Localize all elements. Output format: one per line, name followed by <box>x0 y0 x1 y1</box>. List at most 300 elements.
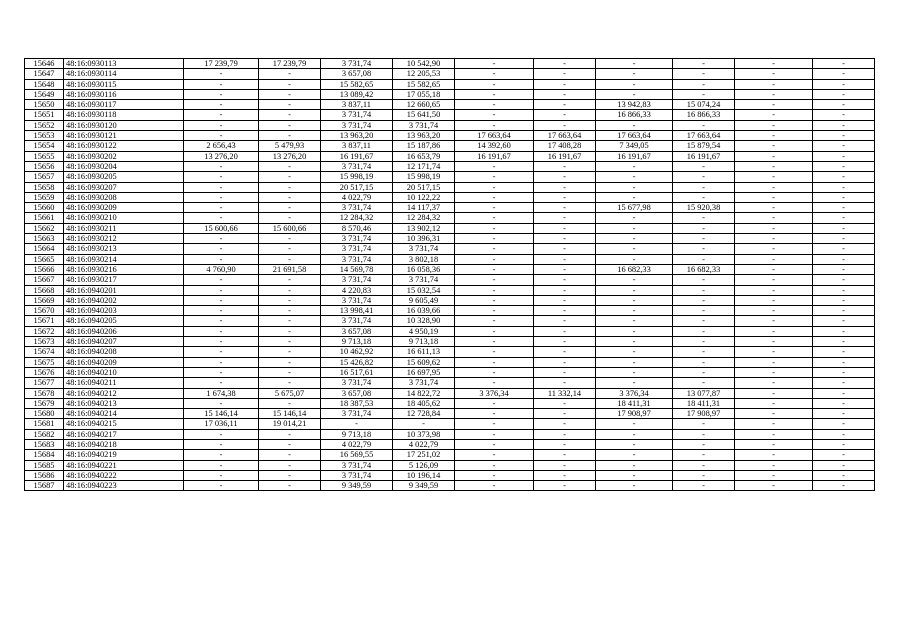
value-cell: - <box>455 161 534 171</box>
value-cell: - <box>735 429 813 439</box>
cadastral-number-cell: 48:16:0940215 <box>64 419 184 429</box>
value-cell: - <box>735 89 813 99</box>
value-cell: 15 998,19 <box>393 172 455 182</box>
value-cell: 16 191,67 <box>321 151 393 161</box>
value-cell: - <box>534 213 596 223</box>
value-cell: - <box>534 285 596 295</box>
value-cell: 13 942,83 <box>596 100 673 110</box>
cadastral-number-cell: 48:16:0940206 <box>64 326 184 336</box>
value-cell: - <box>259 347 321 357</box>
value-cell: - <box>259 203 321 213</box>
value-cell: - <box>735 388 813 398</box>
cadastral-number-cell: 48:16:0940205 <box>64 316 184 326</box>
table-row <box>25 89 875 99</box>
value-cell: - <box>259 481 321 491</box>
value-cell: - <box>455 439 534 449</box>
value-cell: 5 479,93 <box>259 141 321 151</box>
value-cell: - <box>534 254 596 264</box>
value-cell: - <box>673 460 735 470</box>
value-cell: - <box>184 326 259 336</box>
cadastral-number-cell: 48:16:0930120 <box>64 120 184 130</box>
value-cell: - <box>184 316 259 326</box>
value-cell: - <box>673 450 735 460</box>
value-cell: - <box>735 357 813 367</box>
cadastral-number-cell: 48:16:0930121 <box>64 131 184 141</box>
value-cell: - <box>184 213 259 223</box>
value-cell: - <box>735 192 813 202</box>
value-cell: - <box>813 141 875 151</box>
value-cell: 12 171,74 <box>393 161 455 171</box>
value-cell: - <box>813 460 875 470</box>
value-cell: 15 879,54 <box>673 141 735 151</box>
value-cell: - <box>259 337 321 347</box>
value-cell: 12 284,32 <box>321 213 393 223</box>
value-cell: - <box>735 161 813 171</box>
value-cell: - <box>735 131 813 141</box>
value-cell: - <box>259 295 321 305</box>
value-cell: - <box>673 234 735 244</box>
value-cell: - <box>534 357 596 367</box>
cadastral-number-cell: 48:16:0940221 <box>64 460 184 470</box>
row-number-cell: 15686 <box>25 470 64 480</box>
cadastral-number-cell: 48:16:0930212 <box>64 234 184 244</box>
value-cell: 4 022,79 <box>321 192 393 202</box>
value-cell: - <box>735 172 813 182</box>
value-cell: 8 570,46 <box>321 223 393 233</box>
value-cell: 3 731,74 <box>321 460 393 470</box>
table-row <box>25 337 875 347</box>
cadastral-number-cell: 48:16:0930204 <box>64 161 184 171</box>
value-cell: 20 517,15 <box>321 182 393 192</box>
value-cell: - <box>184 254 259 264</box>
value-cell: 16 569,55 <box>321 450 393 460</box>
value-cell: - <box>259 450 321 460</box>
table-row <box>25 378 875 388</box>
value-cell: - <box>534 419 596 429</box>
value-cell: 3 731,74 <box>321 203 393 213</box>
value-cell: - <box>393 419 455 429</box>
value-cell: 14 822,72 <box>393 388 455 398</box>
value-cell: - <box>673 172 735 182</box>
cadastral-number-cell: 48:16:0940210 <box>64 367 184 377</box>
value-cell: 15 426,82 <box>321 357 393 367</box>
value-cell: - <box>813 419 875 429</box>
value-cell: - <box>259 244 321 254</box>
value-cell: - <box>673 326 735 336</box>
value-cell: - <box>813 100 875 110</box>
value-cell: - <box>673 244 735 254</box>
table-row <box>25 439 875 449</box>
table-row <box>25 110 875 120</box>
value-cell: 1 674,38 <box>184 388 259 398</box>
value-cell: - <box>184 244 259 254</box>
cadastral-number-cell: 48:16:0940218 <box>64 439 184 449</box>
table-row <box>25 470 875 480</box>
value-cell: - <box>596 326 673 336</box>
value-cell: - <box>813 398 875 408</box>
value-cell: 17 408,28 <box>534 141 596 151</box>
row-number-cell: 15681 <box>25 419 64 429</box>
cadastral-number-cell: 48:16:0940203 <box>64 306 184 316</box>
value-cell: 3 731,74 <box>321 378 393 388</box>
table-row <box>25 285 875 295</box>
value-cell: - <box>813 59 875 69</box>
value-cell: - <box>455 203 534 213</box>
value-cell: 3 837,11 <box>321 141 393 151</box>
value-cell: - <box>596 244 673 254</box>
value-cell: 3 731,74 <box>321 254 393 264</box>
value-cell: - <box>813 470 875 480</box>
value-cell: 15 677,98 <box>596 203 673 213</box>
value-cell: - <box>534 326 596 336</box>
value-cell: 16 191,67 <box>534 151 596 161</box>
table-row <box>25 460 875 470</box>
value-cell: 13 902,12 <box>393 223 455 233</box>
table-row <box>25 131 875 141</box>
value-cell: - <box>534 347 596 357</box>
value-cell: - <box>184 275 259 285</box>
value-cell: 3 731,74 <box>321 234 393 244</box>
value-cell: - <box>455 460 534 470</box>
value-cell: - <box>673 120 735 130</box>
value-cell: 3 731,74 <box>321 409 393 419</box>
value-cell: - <box>596 439 673 449</box>
row-number-cell: 15669 <box>25 295 64 305</box>
value-cell: 12 660,65 <box>393 100 455 110</box>
cadastral-number-cell: 48:16:0930202 <box>64 151 184 161</box>
value-cell: - <box>455 172 534 182</box>
value-cell: - <box>321 419 393 429</box>
value-cell: 15 146,14 <box>184 409 259 419</box>
value-cell: - <box>813 388 875 398</box>
value-cell: - <box>184 79 259 89</box>
value-cell: - <box>813 213 875 223</box>
value-cell: - <box>735 409 813 419</box>
table-row <box>25 69 875 79</box>
table-row <box>25 151 875 161</box>
row-number-cell: 15662 <box>25 223 64 233</box>
value-cell: 9 349,59 <box>321 481 393 491</box>
value-cell: - <box>596 419 673 429</box>
value-cell: - <box>455 378 534 388</box>
value-cell: 17 663,64 <box>455 131 534 141</box>
value-cell: - <box>184 192 259 202</box>
value-cell: - <box>735 450 813 460</box>
row-number-cell: 15661 <box>25 213 64 223</box>
value-cell: 9 713,18 <box>321 337 393 347</box>
table-row <box>25 244 875 254</box>
value-cell: - <box>596 213 673 223</box>
value-cell: - <box>813 151 875 161</box>
value-cell: - <box>596 254 673 264</box>
value-cell: 17 239,79 <box>259 59 321 69</box>
value-cell: - <box>596 79 673 89</box>
value-cell: - <box>455 89 534 99</box>
value-cell: - <box>184 398 259 408</box>
row-number-cell: 15648 <box>25 79 64 89</box>
row-number-cell: 15674 <box>25 347 64 357</box>
value-cell: 10 196,14 <box>393 470 455 480</box>
value-cell: - <box>259 182 321 192</box>
value-cell: - <box>259 172 321 182</box>
value-cell: 10 328,90 <box>393 316 455 326</box>
value-cell: - <box>596 429 673 439</box>
value-cell: 4 022,79 <box>393 439 455 449</box>
value-cell: - <box>813 429 875 439</box>
cadastral-number-cell: 48:16:0930217 <box>64 275 184 285</box>
value-cell: 18 387,53 <box>321 398 393 408</box>
row-number-cell: 15668 <box>25 285 64 295</box>
value-cell: - <box>735 141 813 151</box>
value-cell: - <box>673 306 735 316</box>
value-cell: - <box>813 254 875 264</box>
value-cell: - <box>259 275 321 285</box>
value-cell: - <box>534 234 596 244</box>
value-cell: 13 077,87 <box>673 388 735 398</box>
row-number-cell: 15678 <box>25 388 64 398</box>
value-cell: 21 691,58 <box>259 264 321 274</box>
value-cell: 13 089,42 <box>321 89 393 99</box>
value-cell: - <box>735 481 813 491</box>
table-row <box>25 357 875 367</box>
value-cell: - <box>184 203 259 213</box>
value-cell: - <box>735 306 813 316</box>
value-cell: - <box>735 100 813 110</box>
cadastral-number-cell: 48:16:0930216 <box>64 264 184 274</box>
value-cell: - <box>735 264 813 274</box>
value-cell: - <box>735 182 813 192</box>
value-cell: 14 392,60 <box>455 141 534 151</box>
value-cell: - <box>596 69 673 79</box>
value-cell: - <box>673 439 735 449</box>
value-cell: - <box>534 244 596 254</box>
value-cell: - <box>455 120 534 130</box>
value-cell: - <box>184 347 259 357</box>
value-cell: 15 187,86 <box>393 141 455 151</box>
value-cell: - <box>813 120 875 130</box>
cadastral-number-cell: 48:16:0930113 <box>64 59 184 69</box>
table-row <box>25 59 875 69</box>
value-cell: - <box>596 306 673 316</box>
value-cell: 17 663,64 <box>534 131 596 141</box>
value-cell: - <box>455 100 534 110</box>
value-cell: - <box>455 306 534 316</box>
value-cell: 17 663,64 <box>596 131 673 141</box>
value-cell: - <box>259 429 321 439</box>
value-cell: - <box>455 69 534 79</box>
row-number-cell: 15664 <box>25 244 64 254</box>
value-cell: 18 405,62 <box>393 398 455 408</box>
value-cell: - <box>259 398 321 408</box>
value-cell: - <box>596 337 673 347</box>
value-cell: - <box>184 450 259 460</box>
value-cell: - <box>673 182 735 192</box>
value-cell: - <box>813 192 875 202</box>
value-cell: - <box>813 316 875 326</box>
row-number-cell: 15679 <box>25 398 64 408</box>
value-cell: - <box>813 481 875 491</box>
value-cell: 10 122,22 <box>393 192 455 202</box>
table-row <box>25 429 875 439</box>
value-cell: 9 713,18 <box>321 429 393 439</box>
value-cell: - <box>596 223 673 233</box>
value-cell: - <box>813 223 875 233</box>
cadastral-number-cell: 48:16:0930205 <box>64 172 184 182</box>
value-cell: - <box>455 337 534 347</box>
cadastral-number-cell: 48:16:0940211 <box>64 378 184 388</box>
table-row <box>25 306 875 316</box>
value-cell: - <box>534 460 596 470</box>
value-cell: - <box>534 275 596 285</box>
cadastral-number-cell: 48:16:0940214 <box>64 409 184 419</box>
value-cell: - <box>534 316 596 326</box>
value-cell: - <box>673 79 735 89</box>
value-cell: 3 731,74 <box>393 275 455 285</box>
value-cell: - <box>813 378 875 388</box>
table-row <box>25 120 875 130</box>
value-cell: - <box>534 450 596 460</box>
value-cell: - <box>184 172 259 182</box>
value-cell: 9 713,18 <box>393 337 455 347</box>
table-row <box>25 254 875 264</box>
value-cell: 19 014,21 <box>259 419 321 429</box>
value-cell: - <box>596 295 673 305</box>
value-cell: - <box>596 234 673 244</box>
value-cell: 2 656,43 <box>184 141 259 151</box>
value-cell: - <box>184 470 259 480</box>
value-cell: - <box>534 203 596 213</box>
value-cell: - <box>596 357 673 367</box>
value-cell: - <box>813 182 875 192</box>
cadastral-number-cell: 48:16:0940213 <box>64 398 184 408</box>
value-cell: - <box>534 69 596 79</box>
value-cell: 16 697,95 <box>393 367 455 377</box>
value-cell: - <box>455 398 534 408</box>
value-cell: 3 731,74 <box>321 316 393 326</box>
value-cell: 17 663,64 <box>673 131 735 141</box>
value-cell: 7 349,05 <box>596 141 673 151</box>
value-cell: - <box>534 398 596 408</box>
value-cell: - <box>813 337 875 347</box>
row-number-cell: 15682 <box>25 429 64 439</box>
value-cell: - <box>184 295 259 305</box>
value-cell: - <box>596 450 673 460</box>
value-cell: 3 731,74 <box>393 378 455 388</box>
table-body <box>25 59 875 491</box>
value-cell: - <box>455 316 534 326</box>
value-cell: - <box>813 172 875 182</box>
value-cell: - <box>735 295 813 305</box>
value-cell: 3 376,34 <box>455 388 534 398</box>
row-number-cell: 15663 <box>25 234 64 244</box>
value-cell: - <box>735 460 813 470</box>
value-cell: - <box>596 89 673 99</box>
value-cell: 16 191,67 <box>596 151 673 161</box>
value-cell: - <box>259 161 321 171</box>
cadastral-number-cell: 48:16:0940212 <box>64 388 184 398</box>
value-cell: - <box>259 100 321 110</box>
value-cell: - <box>813 89 875 99</box>
value-cell: - <box>813 69 875 79</box>
value-cell: - <box>735 347 813 357</box>
value-cell: - <box>534 110 596 120</box>
value-cell: - <box>813 450 875 460</box>
value-cell: 12 205,53 <box>393 69 455 79</box>
cadastral-number-cell: 48:16:0930208 <box>64 192 184 202</box>
value-cell: - <box>813 234 875 244</box>
value-cell: - <box>259 89 321 99</box>
value-cell: - <box>259 213 321 223</box>
value-cell: 16 866,33 <box>673 110 735 120</box>
value-cell: - <box>596 347 673 357</box>
cadastral-number-cell: 48:16:0940219 <box>64 450 184 460</box>
value-cell: 16 866,33 <box>596 110 673 120</box>
row-number-cell: 15680 <box>25 409 64 419</box>
value-cell: - <box>735 398 813 408</box>
row-number-cell: 15653 <box>25 131 64 141</box>
value-cell: 3 731,74 <box>393 120 455 130</box>
table-row <box>25 203 875 213</box>
value-cell: - <box>735 419 813 429</box>
value-cell: - <box>184 110 259 120</box>
value-cell: - <box>735 223 813 233</box>
value-cell: - <box>184 481 259 491</box>
value-cell: - <box>673 285 735 295</box>
value-cell: 9 349,59 <box>393 481 455 491</box>
value-cell: - <box>259 110 321 120</box>
value-cell: - <box>455 357 534 367</box>
value-cell: - <box>735 439 813 449</box>
table-row <box>25 264 875 274</box>
row-number-cell: 15685 <box>25 460 64 470</box>
value-cell: - <box>534 172 596 182</box>
value-cell: 3 731,74 <box>321 110 393 120</box>
value-cell: 17 055,18 <box>393 89 455 99</box>
value-cell: 3 731,74 <box>393 244 455 254</box>
value-cell: 3 802,18 <box>393 254 455 264</box>
value-cell: 15 146,14 <box>259 409 321 419</box>
value-cell: 3 657,08 <box>321 388 393 398</box>
value-cell: - <box>735 213 813 223</box>
value-cell: - <box>259 192 321 202</box>
value-cell: 16 191,67 <box>673 151 735 161</box>
value-cell: 3 657,08 <box>321 69 393 79</box>
value-cell: - <box>534 100 596 110</box>
value-cell: - <box>455 275 534 285</box>
table-row <box>25 275 875 285</box>
value-cell: 13 998,41 <box>321 306 393 316</box>
value-cell: 12 728,84 <box>393 409 455 419</box>
value-cell: - <box>596 460 673 470</box>
cadastral-number-cell: 48:16:0930210 <box>64 213 184 223</box>
row-number-cell: 15647 <box>25 69 64 79</box>
value-cell: - <box>259 470 321 480</box>
table-row <box>25 481 875 491</box>
value-cell: - <box>813 357 875 367</box>
cadastral-number-cell: 48:16:0940217 <box>64 429 184 439</box>
value-cell: - <box>455 110 534 120</box>
value-cell: - <box>259 439 321 449</box>
value-cell: - <box>184 131 259 141</box>
value-cell: - <box>455 326 534 336</box>
value-cell: - <box>259 234 321 244</box>
value-cell: - <box>455 79 534 89</box>
cadastral-number-cell: 48:16:0940207 <box>64 337 184 347</box>
value-cell: - <box>735 316 813 326</box>
value-cell: - <box>259 120 321 130</box>
value-cell: - <box>735 326 813 336</box>
cadastral-number-cell: 48:16:0930115 <box>64 79 184 89</box>
